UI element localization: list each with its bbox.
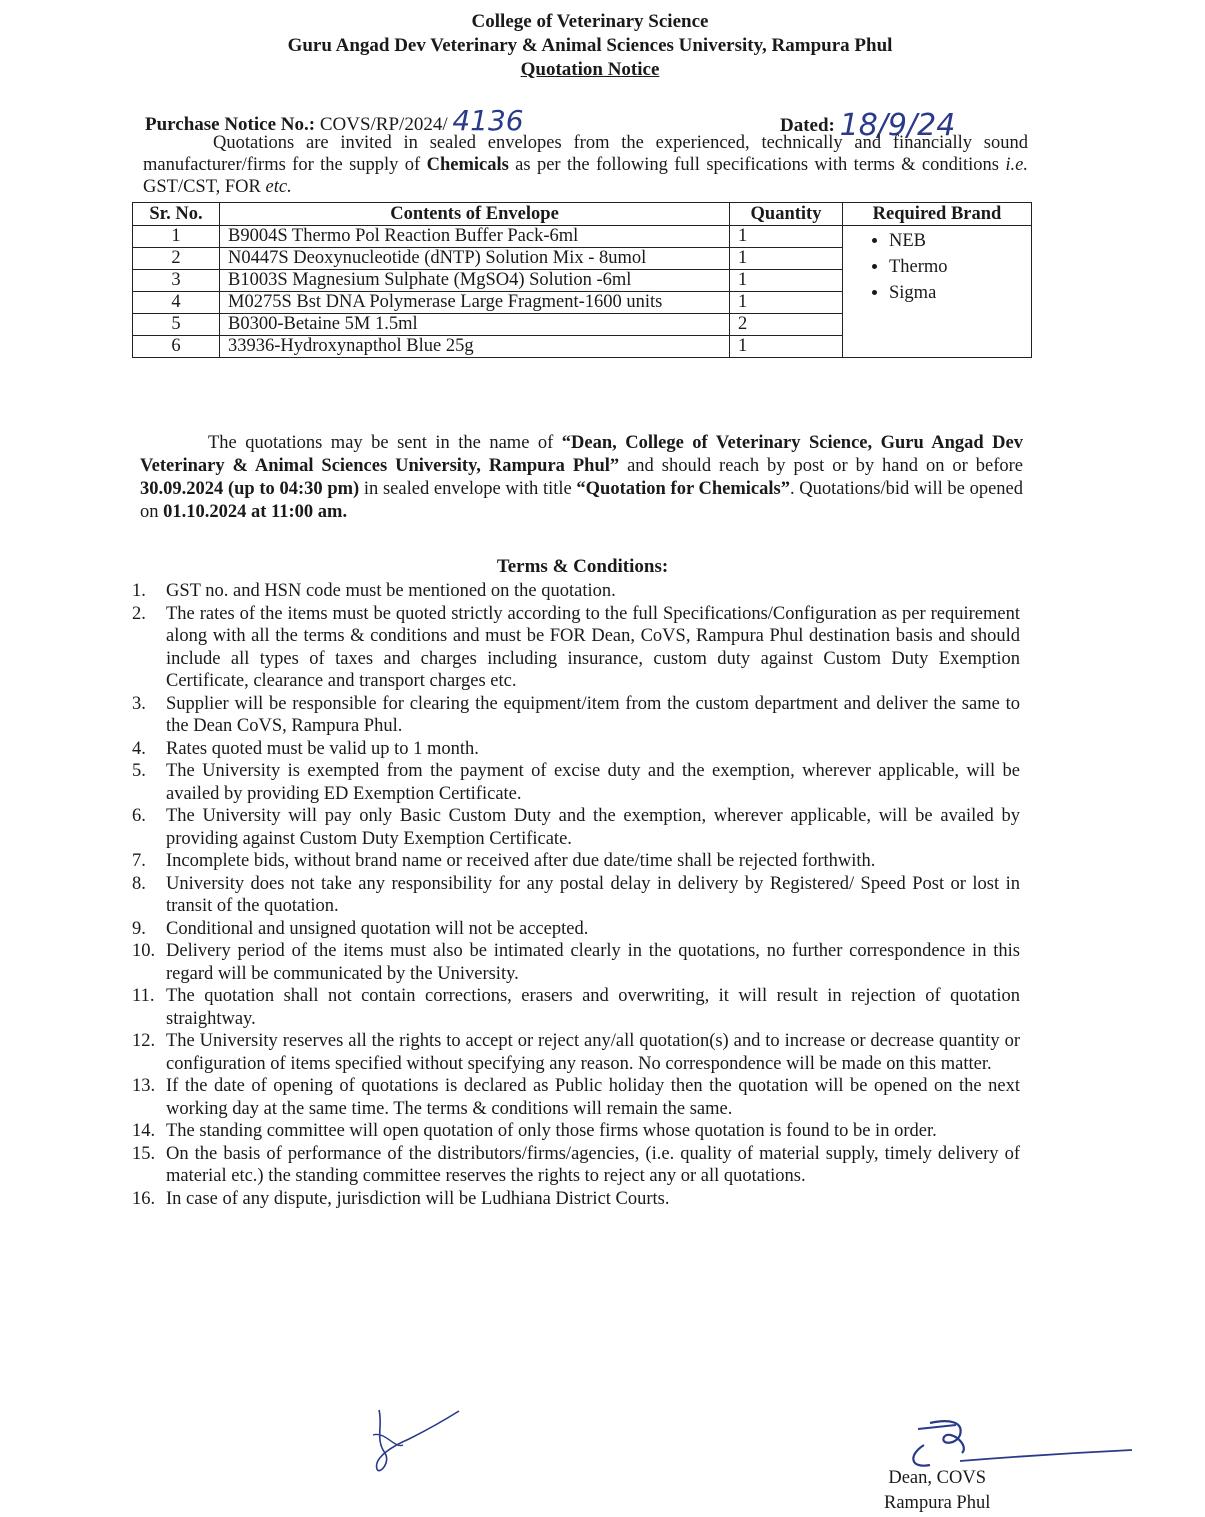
handwritten-date: 18/9/24	[839, 108, 956, 143]
list-item	[132, 940, 1020, 985]
term-text: University does not take any responsibility for any postal delay in delivery by Registered/ Speed Post or lost in transit of the quotation.	[166, 873, 1020, 916]
submission-deadline: 30.09.2024 (up to 04:30 pm)	[140, 479, 360, 499]
cell-sr: 4	[133, 292, 220, 314]
signoff-block	[884, 1466, 990, 1516]
submission-envelope-title: “Quotation for Chemicals”	[576, 479, 790, 499]
list-item	[132, 918, 1020, 941]
list-item	[132, 693, 1020, 738]
terms-title: Terms & Conditions:	[496, 556, 669, 577]
cell-contents: M0275S Bst DNA Polymerase Large Fragment-1600 units	[220, 292, 730, 314]
list-item	[132, 873, 1020, 918]
term-number: 4.	[132, 738, 146, 759]
term-text: The quotation shall not contain corrections, erasers and overwriting, it will result in rejection of quotation straightway.	[166, 986, 1020, 1029]
cell-contents: B0300-Betaine 5M 1.5ml	[220, 314, 730, 336]
submission-text-1: The quotations may be sent in the name of	[208, 433, 562, 453]
term-text: Conditional and unsigned quotation will not be accepted.	[166, 918, 589, 939]
dean-signature	[900, 1415, 1140, 1470]
header-sr-no: Sr. No.	[133, 203, 220, 226]
list-item	[132, 738, 1020, 761]
table-header-row	[133, 203, 1032, 226]
list-item	[132, 603, 1020, 693]
cell-contents: B1003S Magnesium Sulphate (MgSO4) Solution -6ml	[220, 270, 730, 292]
notice-title: Quotation Notice	[520, 59, 660, 80]
term-number: 2.	[132, 603, 146, 624]
list-item	[132, 805, 1020, 850]
cell-sr: 1	[133, 226, 220, 248]
submission-addressee: “Dean, College of Veterinary Science, Guru Angad Dev Veterinary & Animal Sciences University, Rampura Phul”	[140, 433, 1023, 476]
initials-signature-left	[365, 1405, 465, 1480]
cell-qty: 2	[730, 314, 843, 336]
brand-item: • Thermo	[889, 254, 1023, 280]
term-text: In case of any dispute, jurisdiction will be Ludhiana District Courts.	[166, 1188, 670, 1209]
term-text: The University is exempted from the payment of excise duty and the exemption, wherever applicable, will be availed by providing ED Exemption Certificate.	[166, 761, 1020, 804]
intro-text-2: as per the following full specifications with terms & conditions	[508, 155, 1006, 175]
cell-contents: N0447S Deoxynucleotide (dNTP) Solution Mix - 8umol	[220, 248, 730, 270]
header-contents: Contents of Envelope	[220, 203, 730, 226]
submission-text-4: . Quotations/bid will be opened on	[140, 479, 1023, 522]
submission-paragraph	[140, 432, 1023, 524]
term-text: On the basis of performance of the distributors/firms/agencies, (i.e. quality of material supply, timely delivery of material etc.) the standing committee reserves the rights to reject any or all quotations.	[166, 1143, 1020, 1186]
intro-text-1: Quotations are invited in sealed envelopes from the experienced, technically and financially sound manufacturer/firms for the supply of	[143, 133, 1028, 175]
items-table	[132, 202, 1032, 358]
term-number: 3.	[132, 693, 146, 714]
cell-qty: 1	[730, 248, 843, 270]
brand-list	[863, 228, 1023, 306]
term-number: 13.	[132, 1076, 156, 1096]
header-quantity: Quantity	[730, 203, 843, 226]
letterhead	[0, 10, 1180, 82]
term-number: 14.	[132, 1121, 156, 1141]
list-item	[132, 1075, 1020, 1120]
term-number: 16.	[132, 1188, 156, 1209]
intro-paragraph	[143, 132, 1028, 198]
term-text: GST no. and HSN code must be mentioned on the quotation.	[166, 581, 616, 601]
header-brand: Required Brand	[843, 203, 1032, 226]
table-row	[133, 226, 1032, 248]
cell-sr: 2	[133, 248, 220, 270]
list-item	[132, 580, 1020, 603]
submission-text-3: in sealed envelope with title	[359, 479, 577, 499]
brand-item: • Sigma	[889, 280, 1023, 306]
cell-qty: 1	[730, 292, 843, 314]
term-text: The University reserves all the rights to accept or reject any/all quotation(s) and to increase or decrease quantity or configuration of items specified without specifying any reason. No correspondence will be made on this matter.	[166, 1031, 1020, 1074]
cell-qty: 1	[730, 270, 843, 292]
cell-sr: 5	[133, 314, 220, 336]
submission-text-2: and should reach by post or by hand on or before	[619, 456, 1023, 476]
term-number: 9.	[132, 918, 146, 939]
university-name: Guru Angad Dev Veterinary & Animal Sciences University, Rampura Phul	[287, 35, 893, 56]
term-number: 10.	[132, 941, 156, 961]
cell-qty: 1	[730, 226, 843, 248]
dated-label: Dated:	[780, 115, 835, 136]
term-text: Delivery period of the items must also be intimated clearly in the quotations, no further correspondence in this regard will be communicated by the University.	[166, 941, 1020, 984]
list-item	[132, 1030, 1020, 1075]
cell-sr: 6	[133, 336, 220, 358]
intro-ie: i.e.	[1005, 155, 1028, 175]
term-number: 6.	[132, 806, 146, 826]
term-number: 1.	[132, 581, 146, 601]
list-item	[132, 850, 1020, 873]
term-text: The rates of the items must be quoted strictly according to the full Specifications/Configuration as per requirement along with all the terms & conditions and must be FOR Dean, CoVS, Rampura Phul destination basis and should include all types of taxes and charges including insurance, custom duty against Custom Duty Exemption Certificate, clearance and transport charges etc.	[166, 603, 1020, 691]
list-item	[132, 985, 1020, 1030]
terms-list	[132, 580, 1020, 1210]
list-item	[132, 1188, 1020, 1211]
term-text: Rates quoted must be valid up to 1 month.	[166, 738, 479, 759]
intro-chemicals: Chemicals	[426, 155, 509, 175]
intro-etc: etc.	[265, 177, 292, 197]
term-text: Incomplete bids, without brand name or received after due date/time shall be rejected forthwith.	[166, 851, 876, 871]
cell-required-brand	[843, 226, 1032, 358]
signoff-designation: Dean, COVS	[888, 1468, 986, 1488]
purchase-number: COVS/RP/2024/	[319, 114, 448, 135]
term-number: 8.	[132, 873, 146, 894]
term-text: If the date of opening of quotations is declared as Public holiday then the quotation will be opened on the next working day at the same time. The terms & conditions will remain the same.	[166, 1076, 1020, 1119]
term-number: 11.	[132, 986, 155, 1006]
opening-date: 01.10.2024 at 11:00 am.	[163, 502, 348, 522]
list-item	[132, 1120, 1020, 1143]
term-number: 7.	[132, 851, 146, 871]
intro-text-3: GST/CST, FOR	[143, 177, 266, 197]
term-number: 5.	[132, 761, 146, 781]
term-text: The University will pay only Basic Custom Duty and the exemption, wherever applicable, will be availed by providing against Custom Duty Exemption Certificate.	[166, 806, 1020, 849]
term-text: Supplier will be responsible for clearing the equipment/item from the custom department and deliver the same to the Dean CoVS, Rampura Phul.	[166, 693, 1020, 736]
term-number: 15.	[132, 1143, 156, 1164]
signoff-location: Rampura Phul	[884, 1493, 991, 1513]
handwritten-notice-number: 4136	[452, 104, 524, 137]
list-item	[132, 1143, 1020, 1188]
brand-item: • NEB	[889, 228, 1023, 254]
purchase-label: Purchase Notice No.:	[145, 114, 316, 135]
cell-qty: 1	[730, 336, 843, 358]
cell-contents: 33936-Hydroxynapthol Blue 25g	[220, 336, 730, 358]
term-text: The standing committee will open quotation of only those firms whose quotation is found to be in order.	[166, 1121, 937, 1141]
term-number: 12.	[132, 1031, 156, 1051]
cell-contents: B9004S Thermo Pol Reaction Buffer Pack-6ml	[220, 226, 730, 248]
college-name: College of Veterinary Science	[471, 11, 709, 32]
cell-sr: 3	[133, 270, 220, 292]
list-item	[132, 760, 1020, 805]
